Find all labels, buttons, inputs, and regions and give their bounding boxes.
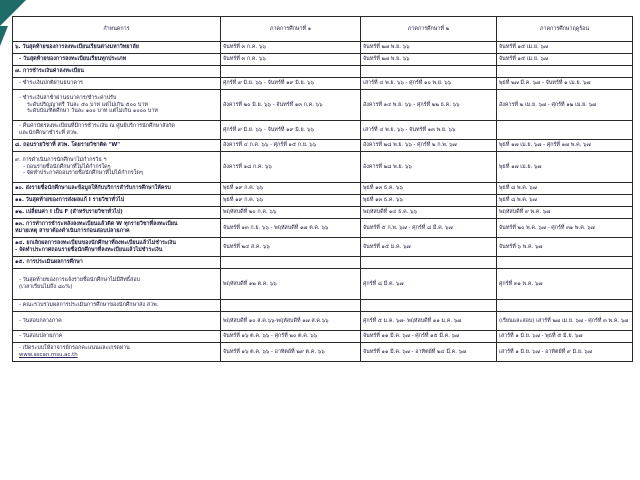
semester-1-date [221,66,361,78]
activity-cell [13,54,221,66]
semester-1-date: จันทร์ที่ ๑๖ ต.ค. ๖๖ - อาทิตย์ที่ ๒๙ ต.ค. ๖๖ [221,343,361,362]
summer-date: เสาร์ที่ ๑ มิ.ย. ๖๗ - พุธที่ ๕ มิ.ย. ๖๗ [497,331,633,343]
semester-1-date: อังคารที่ ๒๐ มิ.ย. ๖๖ - จันทร์ที่ ๑๓ ก.ค. ๖๖ [221,90,361,121]
activity-cell [13,207,221,219]
semester-2-date [361,66,497,78]
header-summer: ภาคการศึกษาฤดูร้อน [497,17,633,42]
semester-1-date: พฤหัสบดีที่ ๑๐ ส.ค.๖๖-พฤหัสบดีที่ ๑๗ ส.ค.๖๖ [221,312,361,331]
semester-2-date: จันทร์ที่ ๑๕ ม.ค. ๖๗ [361,238,497,257]
academic-calendar-table [12,16,633,362]
activity-line: - ชำระเงินล่าช้าผ่านธนาคาร/ชำระค่าปรับ [19,94,117,101]
table-body [13,42,633,362]
activity-line: หมายเหตุ สาขาต้องดำเนินการก่อนสอบปลายภาค [15,228,130,234]
activity-cell [13,238,221,257]
summer-date: จันทร์ที่ ๑๕ เม.ย. ๖๗ [497,42,633,54]
activity-line: - วันสุดท้ายของการแจ้งรายชื่อนักศึกษาไม่มีสิทธิ์สอบ [19,277,140,284]
activity-line: และนักศึกษาชำระที่ สวพ. [19,130,79,136]
header-schedule: กำหนดการ [13,17,221,42]
activity-cell [13,331,221,343]
table-row [13,257,633,269]
table-header-row [13,17,633,42]
activity-line: - ชำระเงินปกติผ่านธนาคาร [19,80,83,87]
summer-date: เสาร์ที่ ๑ มิ.ย. ๖๗ - อาทิตย์ที่ ๙ มิ.ย. ๖๗ [497,343,633,362]
table-row [13,121,633,140]
semester-2-date: เสาร์ที่ ๔ พ.ย. ๖๖ - จันทร์ที่ ๑๓ พ.ย. ๖๖ [361,121,497,140]
activity-line: - ถอนรายชื่อนักศึกษาที่ไม่ได้กำกรใดๆ [23,163,111,170]
summer-date: (เรียนและสอบ) เสาร์ที่ ๒๗ เม.ย. ๖๗ - ศุกร์ที่ ๓ พ.ค. ๖๗ [497,312,633,331]
semester-1-date: จันทร์ที่ ๓ ก.ค. ๖๖ [221,54,361,66]
table-row [13,42,633,54]
summer-date: จันทร์ที่ ๒๐ พ.ค. ๖๗ - ศุกร์ที่ ๓๑ พ.ค. ๖๗ [497,219,633,238]
table-row [13,78,633,90]
header-semester-2: ภาคการศึกษาที่ ๒ [361,17,497,42]
summer-date [497,257,633,269]
activity-line: ๙. การดำเนินการนักศึกษาไม่กำกรวิธ ฯ [15,156,107,163]
semester-1-date: จันทร์ที่ ๑๖ ต.ค. ๖๖ - ศุกร์ที่ ๒๐ ต.ค. ๖๖ [221,331,361,343]
activity-line: ๑๐. ส่งรายชื่อนักศึกษาและข้อมูลให้กับบริการสำรับการศึกษาให้ครบ [15,185,171,192]
semester-2-date [361,300,497,312]
activity-cell [13,343,221,362]
activity-cell [13,269,221,300]
semester-2-date: จันทร์ที่ ๑๑ มี.ค. ๖๗ - ศุกร์ที่ ๑๕ มี.ค. ๖๗ [361,331,497,343]
activity-cell [13,66,221,78]
semester-2-date: จันทร์ที่ ๑๑ มี.ค. ๖๗ - อาทิตย์ที่ ๒๔ มี.ค. ๖๗ [361,343,497,362]
table-row [13,331,633,343]
corner-decoration-tail [0,26,8,46]
semester-1-date: ศุกร์ที่ ๙ มิ.ย. ๖๖ - จันทร์ที่ ๑๙ มิ.ย. ๖๖ [221,78,361,90]
semester-2-date [361,257,497,269]
semester-1-date: พุธที่ ๑๙ ก.ค. ๖๖ [221,183,361,195]
semester-2-date: อังคารที่ ๒๘ พ.ย. ๖๖ [361,152,497,183]
semester-2-date: จันทร์ที่ ๕ ก.พ. ๖๗ - ศุกร์ที่ ๘ มี.ค. ๖๗ [361,219,497,238]
table-row [13,152,633,183]
summer-date: อังคารที่ ๒ เม.ย. ๖๗ - ศุกร์ที่ ๑๒ เม.ย. ๖๗ [497,90,633,121]
table-row [13,300,633,312]
activity-line: - วันสุดท้ายของการลงทะเบียนเรียนทุกประเภท [19,56,127,63]
summer-date [497,66,633,78]
activity-cell [13,90,221,121]
activity-line: - วันสอบกลางภาค [19,317,62,324]
activity-line: ๘. ถอนรายวิชาที่ สวพ. โดยรายวิชาติด "W" [15,142,121,149]
activity-line: - คณะรวบรวมผลการประเมินการศึกษาของนักศึกษาส่ง สวพ. [19,302,159,309]
activity-cell [13,257,221,269]
summer-date: ศุกร์ที่ ๓๑ พ.ค. ๖๗ [497,269,633,300]
activity-cell [13,219,221,238]
summer-date: พุธที่ ๑๗ เม.ย. ๖๗ [497,152,633,183]
activity-cell [13,183,221,195]
semester-2-date: เสาร์ที่ ๔ พ.ย. ๖๖ - ศุกร์ที่ ๑๐ พ.ย. ๖๖ [361,78,497,90]
activity-cell [13,78,221,90]
activity-line: ระดับบัณฑิตศึกษา วันละ ๑๐๐ บาท แต่ไม่เกิน ๑๐๐๐ บาท [27,108,158,115]
grading-website-link[interactable]: www.ascan.msu.ac.th [19,352,78,358]
activity-line: - จัดทำประกาศถอนรายชื่อนักศึกษาที่ไม่ได้กำกรใดๆ [23,170,143,177]
table-row [13,54,633,66]
semester-2-date: ศุกร์ที่ ๕ ม.ค. ๖๗- พฤหัสบดีที่ ๑๑ ม.ค. ๖๗ [361,312,497,331]
semester-2-date: จันทร์ที่ ๒๗ พ.ย. ๖๖ [361,54,497,66]
summer-date: จันทร์ที่ ๑๕ เม.ย. ๖๗ [497,54,633,66]
semester-2-date: ศุกร์ที่ ๘ มี.ค. ๖๗ [361,269,497,300]
activity-cell [13,300,221,312]
semester-2-date: อังคารที่ ๒๘ พ.ย. ๖๖ - ศุกร์ที่ ๒ ก.พ. ๖๗ [361,140,497,152]
activity-line: - เปิดระบบให้อาจารย์กรอกคะแนนและเกรดผ่าน [19,345,130,352]
activity-line: - คืนค่าบัตรลงทะเบียนที่มีการชำระเงิน ณ ศูนย์บริการนักศึกษาสังกัด [19,123,175,130]
semester-2-date: พุธที่ ๑๓ ธ.ค. ๖๖ [361,183,497,195]
semester-1-date: พฤหัสบดีที่ ๒๐ ก.ค. ๖๖ [221,207,361,219]
activity-cell [13,312,221,331]
summer-date: พุธที่ ๘ พ.ค. ๖๗ [497,183,633,195]
table-row [13,207,633,219]
summer-date: พฤหัสบดีที่ ๙ พ.ค. ๖๗ [497,207,633,219]
table-row [13,90,633,121]
activity-line: ๑๑. วันสุดท้ายของการส่งผลแก้ I รายวิชาทั่วไป [15,197,125,204]
table-row [13,238,633,257]
semester-1-date: ศุกร์ที่ ๙ มิ.ย. ๖๖ - จันทร์ที่ ๑๙ มิ.ย. ๖๖ [221,121,361,140]
semester-1-date [221,300,361,312]
activity-cell [13,121,221,140]
activity-line: ๑๕. การประเมินผลการศึกษา [15,259,83,266]
semester-2-date: อังคารที่ ๑๔ พ.ย. ๖๖ - ศุกร์ที่ ๒๒ ธ.ค. ๖๖ [361,90,497,121]
table-row [13,183,633,195]
semester-2-date: จันทร์ที่ ๒๗ พ.ย. ๖๖ [361,42,497,54]
activity-cell [13,140,221,152]
table-row [13,343,633,362]
summer-date [497,121,633,140]
semester-1-date: พุธที่ ๑๙ ก.ค. ๖๖ [221,195,361,207]
activity-line: - วันสอบปลายภาค [19,333,63,340]
semester-2-date: พุธที่ ๑๓ ธ.ค. ๖๖ [361,195,497,207]
semester-1-date: พฤหัสบดีที่ ๑๒ ต.ค. ๖๖ [221,269,361,300]
summer-date: พุธที่ ๘ พ.ค. ๖๗ [497,195,633,207]
activity-line: ๑๓. การทำการชำระหลังลงทะเบียนแล้วติด W ทุกรายวิชาที่ลงทะเบียน [15,221,178,228]
activity-line: ๑๔. ยกเลิกผลการลงทะเบียนของนักศึกษาที่ลงทะเบียนแล้วไม่ชำระเงิน [15,240,176,247]
semester-1-date [221,257,361,269]
summer-date [497,300,633,312]
activity-line: ๗. การชำระเงินค่าลงทะเบียน [15,68,84,75]
table-row [13,195,633,207]
semester-1-date: อังคารที่ ๑๘ ก.ค. ๖๖ [221,152,361,183]
summer-date: จันทร์ที่ ๖ พ.ค. ๖๗ [497,238,633,257]
summer-date: พุธที่ ๒๗ มี.ค. ๖๗ - จันทร์ที่ ๑ เม.ย. ๖๗ [497,78,633,90]
semester-2-date: พฤหัสบดีที่ ๑๔ ธ.ค. ๖๖ [361,207,497,219]
semester-1-date: จันทร์ที่ ๓ ก.ค. ๖๖ [221,42,361,54]
table-row [13,269,633,300]
summer-date: พุธที่ ๑๗ เม.ย. ๖๗ - ศุกร์ที่ ๑๗ พ.ค. ๖๗ [497,140,633,152]
table-row [13,219,633,238]
semester-1-date: จันทร์ที่ ๑๓ ก.ย. ๖๖ - พฤหัสบดีที่ ๑๗ ต.ค. ๖๖ [221,219,361,238]
activity-line: (เวลาเรียนไม่ถึง ๘๐%) [19,284,73,290]
activity-line: - จัดทำประกาศถอนรายชื่อนักศึกษาที่ลงทะเบียนแล้วไม่ชำระเงิน [15,247,163,253]
activity-line: ๑๒. เปลี่ยนค่า I เป็น F (สำหรับรายวิชาทั่วไป) [15,209,123,216]
activity-line: ระดับปริญญาตรี วันละ ๕๐ บาท แต่ไม่เกิน ๕๐๐ บาท [27,101,148,108]
activity-line: ๖. วันสุดท้ายของการลงทะเบียนเรียนต่างมหาวิทยาลัย [15,44,139,51]
activity-cell [13,42,221,54]
semester-1-date: อังคารที่ ๔ ก.ค. ๖๖ - ศุกร์ที่ ๑๕ ก.ย. ๖๖ [221,140,361,152]
table-row [13,66,633,78]
table-row [13,312,633,331]
table-row [13,140,633,152]
activity-cell [13,195,221,207]
semester-1-date: จันทร์ที่ ๒๔ ส.ค. ๖๖ [221,238,361,257]
activity-cell [13,152,221,183]
header-semester-1: ภาคการศึกษาที่ ๑ [221,17,361,42]
